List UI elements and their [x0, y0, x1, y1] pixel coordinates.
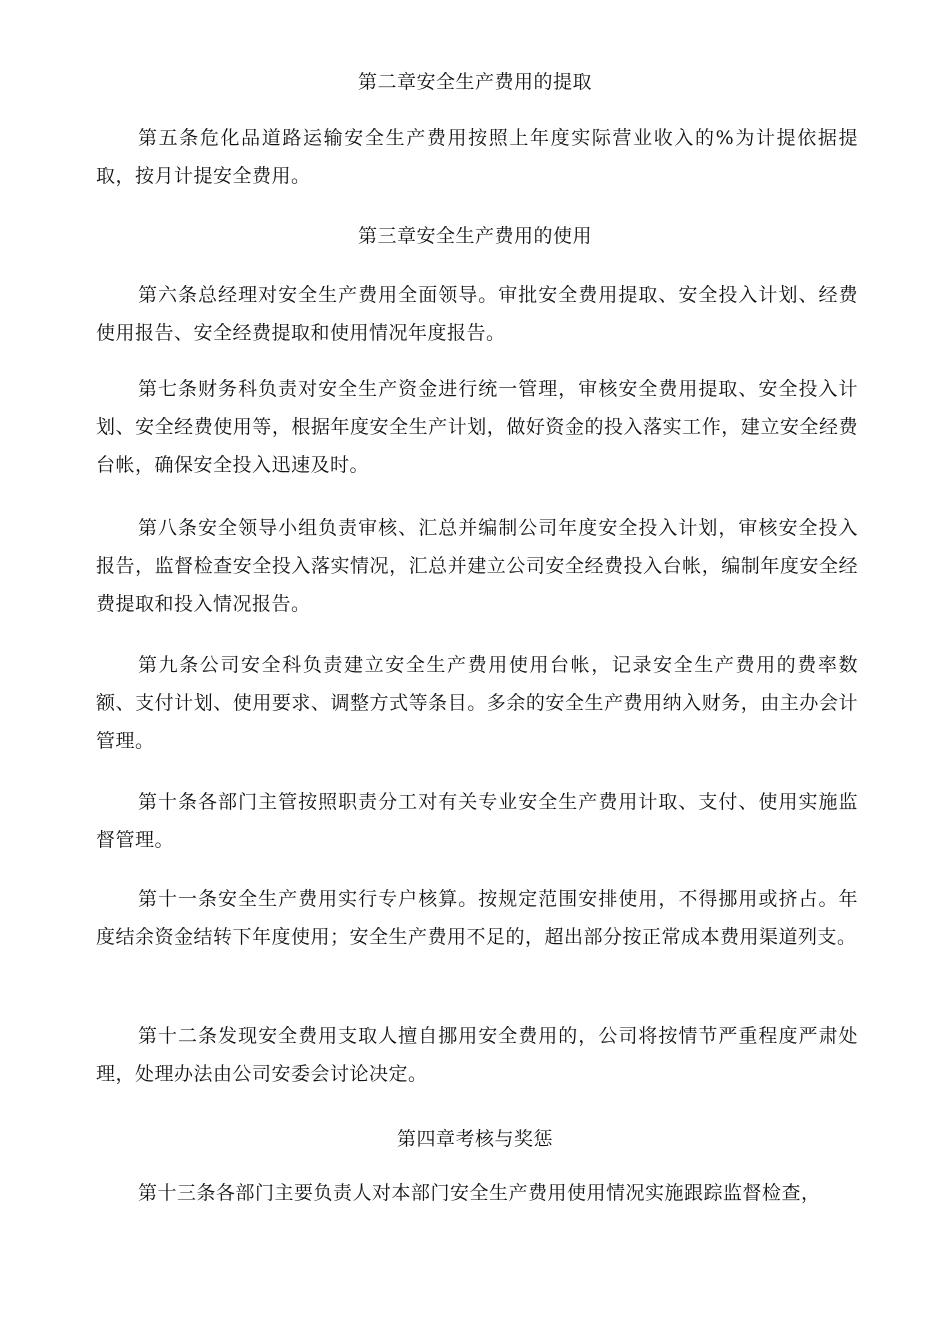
article-6-paragraph: 第六条总经理对安全生产费用全面领导。审批安全费用提取、安全投入计划、经费使用报告、安全经费提取和使用情况年度报告。	[96, 284, 858, 344]
article-10-paragraph: 第十条各部门主管按照职责分工对有关专业安全生产费用计取、支付、使用实施监督管理。	[96, 791, 858, 851]
article-11-paragraph: 第十一条安全生产费用实行专户核算。按规定范围安排使用，不得挪用或挤占。年度结余资金结转下年度使用；安全生产费用不足的，超出部分按正常成本费用渠道列支。	[96, 888, 858, 948]
chapter-3-title: 第三章安全生产费用的使用	[357, 225, 592, 247]
article-13-paragraph: 第十三条各部门主要负责人对本部门安全生产费用使用情况实施跟踪监督检查，	[138, 1182, 821, 1204]
article-8-paragraph: 第八条安全领导小组负责审核、汇总并编制公司年度安全投入计划，审核安全投入报告，监督检查安全投入落实情况，汇总并建立公司安全经费投入台帐，编制年度安全经费提取和投入情况报告。	[96, 517, 858, 615]
article-9-paragraph: 第九条公司安全科负责建立安全生产费用使用台帐，记录安全生产费用的费率数额、支付计划、使用要求、调整方式等条目。多余的安全生产费用纳入财务，由主办会计管理。	[96, 654, 858, 752]
chapter-2-title: 第二章安全生产费用的提取	[357, 71, 592, 93]
article-7-paragraph: 第七条财务科负责对安全生产资金进行统一管理，审核安全费用提取、安全投入计划、安全经费使用等，根据年度安全生产计划，做好资金的投入落实工作，建立安全经费台帐，确保安全投入迅速及时。	[96, 378, 858, 476]
chapter-4-title: 第四章考核与奖惩	[396, 1128, 553, 1150]
article-12-paragraph: 第十二条发现安全费用支取人擅自挪用安全费用的，公司将按情节严重程度严肃处理，处理办法由公司安委会讨论决定。	[96, 1025, 858, 1085]
article-5-paragraph: 第五条危化品道路运输安全生产费用按照上年度实际营业收入的%为计提依据提取，按月计提安全费用。	[96, 127, 858, 187]
